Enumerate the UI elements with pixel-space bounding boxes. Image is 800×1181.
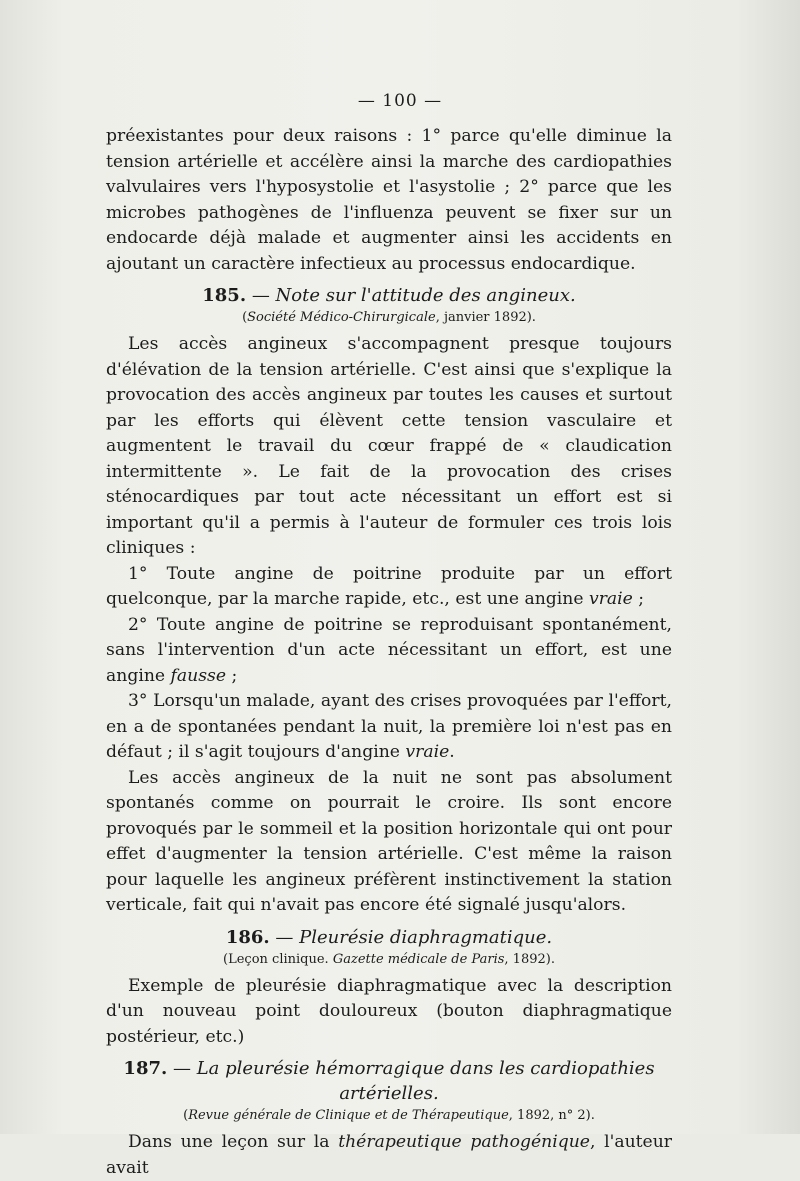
source-journal: Société Médico-Chirurgicale xyxy=(247,310,436,325)
section-185-law-2 xyxy=(106,613,672,690)
section-187-source xyxy=(106,1106,672,1126)
source-date: , 1892). xyxy=(504,951,555,967)
source-open: (Leçon clinique. xyxy=(223,951,333,967)
section-185-heading xyxy=(106,283,672,308)
source-date: , 1892, n° 2). xyxy=(508,1108,595,1123)
law-emphasis: vraie xyxy=(589,589,633,609)
law-end: ; xyxy=(632,589,645,609)
law-text: 1° Toute angine de poitrine produite par un effort quelconque, par la marche rapide, etc., est une angine xyxy=(106,563,672,609)
page-body xyxy=(106,124,672,1181)
law-emphasis: vraie xyxy=(405,742,450,762)
section-186-source xyxy=(106,950,672,970)
section-186-number: 186. xyxy=(225,926,270,948)
section-186-title: Pleurésie diaphragmatique. xyxy=(299,926,553,948)
section-185-law-3 xyxy=(106,689,672,766)
paragraph-end: , l'auteur avait xyxy=(106,1132,672,1178)
intro-paragraph: préexistantes pour deux raisons : 1° parce qu'elle diminue la tension artérielle et accélère ainsi la marche des cardiopathies valvulaires vers l'hyposystolie et l'asystolie ; 2° parce que les microbes pathogènes de l'influenza peuvent se fixer sur un endocarde déjà malade et augmenter ainsi les accidents en ajoutant un caractère infectieux au processus endocardique. xyxy=(106,126,672,274)
source-date: , janvier 1892). xyxy=(435,310,536,325)
section-185-source xyxy=(106,308,672,328)
paragraph-emphasis: thérapeutique pathogénique xyxy=(338,1132,590,1152)
section-185-title: Note sur l'attitude des angineux. xyxy=(275,285,576,306)
section-185-dash: — xyxy=(246,285,276,306)
section-185-law-1 xyxy=(106,562,672,613)
section-187-title: La pleurésie hémorragique dans les cardiopathies artérielles. xyxy=(196,1058,655,1104)
section-187-number: 187. xyxy=(123,1058,168,1079)
law-end: . xyxy=(449,742,455,762)
law-end: ; xyxy=(226,665,238,686)
section-185-paragraph-2: Les accès angineux de la nuit ne sont pas absolument spontanés comme on pourrait le croire. Ils sont encore provoqués par le sommeil et la position horizontale qui ont pour effet d'augmenter la tension artérielle. C'est même la raison pour laquelle les angineux préfèrent instinctivement la station verticale, fait qui n'avait pas encore été signalé jusqu'alors. xyxy=(106,767,672,915)
section-187-heading xyxy=(106,1056,672,1106)
section-187-paragraph-1 xyxy=(106,1130,672,1181)
law-text: 3° Lorsqu'un malade, ayant des crises provoquées par l'effort, en a de spontanées pendant la nuit, la première loi n'est pas en défaut ; il s'agit toujours d'angine xyxy=(106,691,672,762)
source-open: ( xyxy=(183,1108,189,1123)
law-text: 2° Toute angine de poitrine se reproduisant spontanément, sans l'intervention d'un acte nécessitant un effort, est une angine xyxy=(106,614,672,686)
page-number: — 100 — xyxy=(357,91,443,111)
section-186-heading xyxy=(106,925,672,950)
section-186-paragraph-1: Exemple de pleurésie diaphragmatique avec la description d'un nouveau point douloureux (bouton diaphragmatique postérieur, etc.) xyxy=(106,975,672,1047)
section-187-dash: — xyxy=(167,1058,197,1079)
law-emphasis: fausse xyxy=(170,665,227,686)
source-journal: Gazette médicale de Paris xyxy=(332,951,505,967)
section-186-dash: — xyxy=(269,926,300,948)
paragraph-start: Dans une leçon sur la xyxy=(128,1132,339,1152)
source-journal: Revue générale de Clinique et de Thérapeutique xyxy=(188,1108,509,1123)
section-185-number: 185. xyxy=(202,285,247,306)
section-185-paragraph-1: Les accès angineux s'accompagnent presque toujours d'élévation de la tension artérielle. C'est ainsi que s'explique la provocation des accès angineux par toutes les causes et surtout par les efforts qui élèvent cette tension vasculaire et augmentent le travail du cœur frappé de « claudication intermittente ». Le fait de la provocation des crises sténocardiques par tout acte nécessitant un effort est si important qu'il a permis à l'auteur de formuler ces trois lois cliniques : xyxy=(106,334,672,558)
source-open: ( xyxy=(242,310,248,325)
